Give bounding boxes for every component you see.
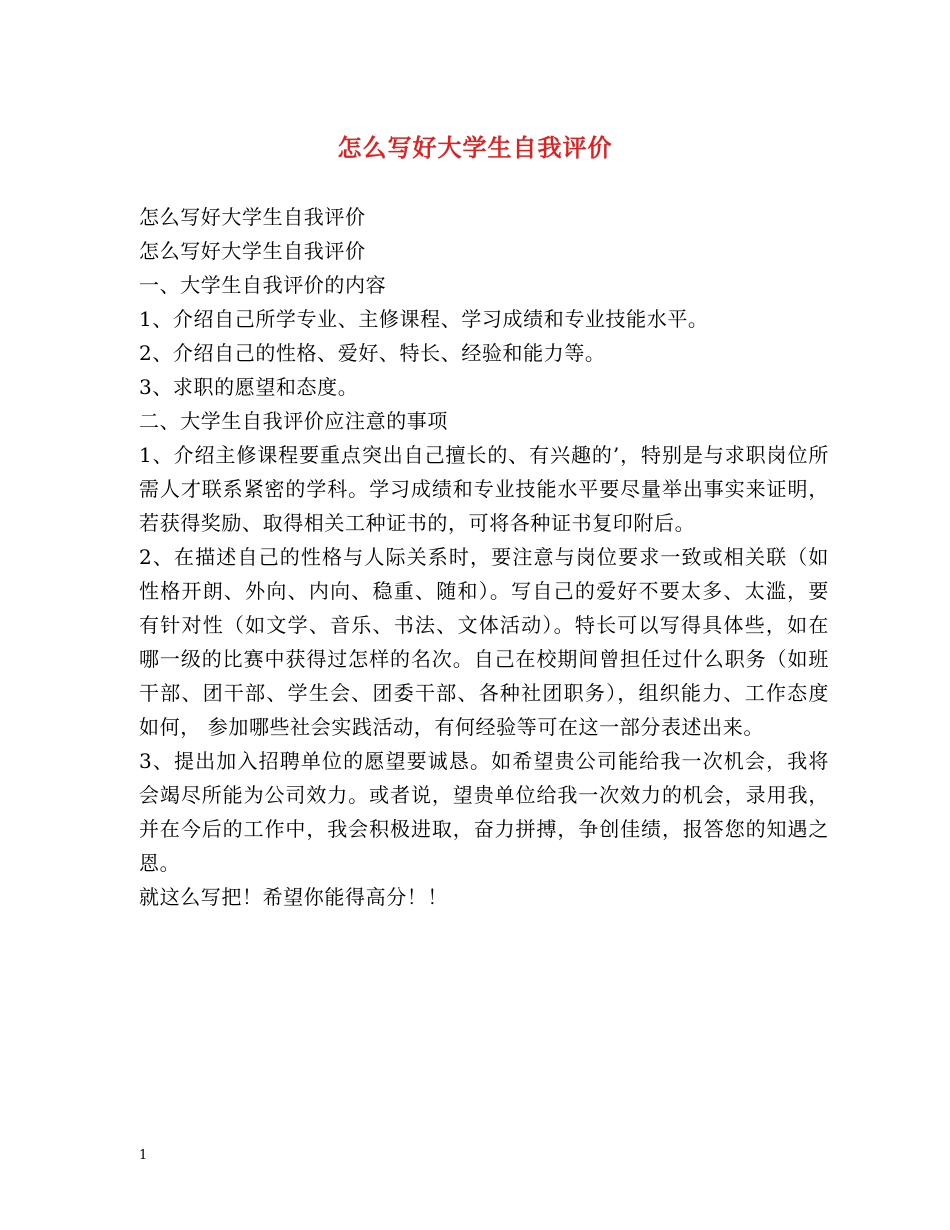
closing-line: 就这么写把！希望你能得高分！！	[139, 885, 448, 909]
list-item: 1、介绍主修课程要重点突出自己擅长的、有兴趣的’，特别是与求职岗位所需人才联系紧密的学科。学习成绩和专业技能水平要尽量举出事实来证明， 若获得奖励、取得相关工种证书的，可将各种证书复印附后。	[139, 443, 829, 535]
list-item: 3、求职的愿望和态度。	[139, 375, 359, 399]
list-item: 2、在描述自己的性格与人际关系时，要注意与岗位要求一致或相关联（如性格开朗、外向、内向、稳重、随和）。写自己的爱好不要太多、太滥，要有针对性（如文学、音乐、书法、文体活动）。特长可以写得具体些，如在哪一级的比赛中获得过怎样的名次。自己在校期间曾担任过什么职务（如班干部、团干部、学生会、团委干部、各种社团职务），组织能力、工作态度如何， 参加哪些社会实践活动，有何经验等可在这一部分表述出来。	[139, 545, 829, 739]
section-heading: 一、大学生自我评价的内容	[139, 273, 387, 297]
paragraph: 怎么写好大学生自我评价	[139, 239, 366, 263]
document-body	[139, 200, 829, 914]
section-heading: 二、大学生自我评价应注意的事项	[139, 409, 448, 433]
list-item: 2、介绍自己的性格、爱好、特长、经验和能力等。	[139, 341, 606, 365]
list-item: 3、提出加入招聘单位的愿望要诚恳。如希望贵公司能给我一次机会，我将会竭尽所能为公司效力。或者说，望贵单位给我一次效力的机会，录用我，并在今后的工作中，我会积极进取，奋力拼搏，争创佳绩，报答您的知遇之恩。	[139, 749, 829, 875]
page-number: 1	[139, 1148, 148, 1163]
paragraph: 怎么写好大学生自我评价	[139, 205, 366, 229]
document-title: 怎么写好大学生自我评价	[337, 133, 613, 162]
list-item: 1、介绍自己所学专业、主修课程、学习成绩和专业技能水平。	[139, 307, 709, 331]
